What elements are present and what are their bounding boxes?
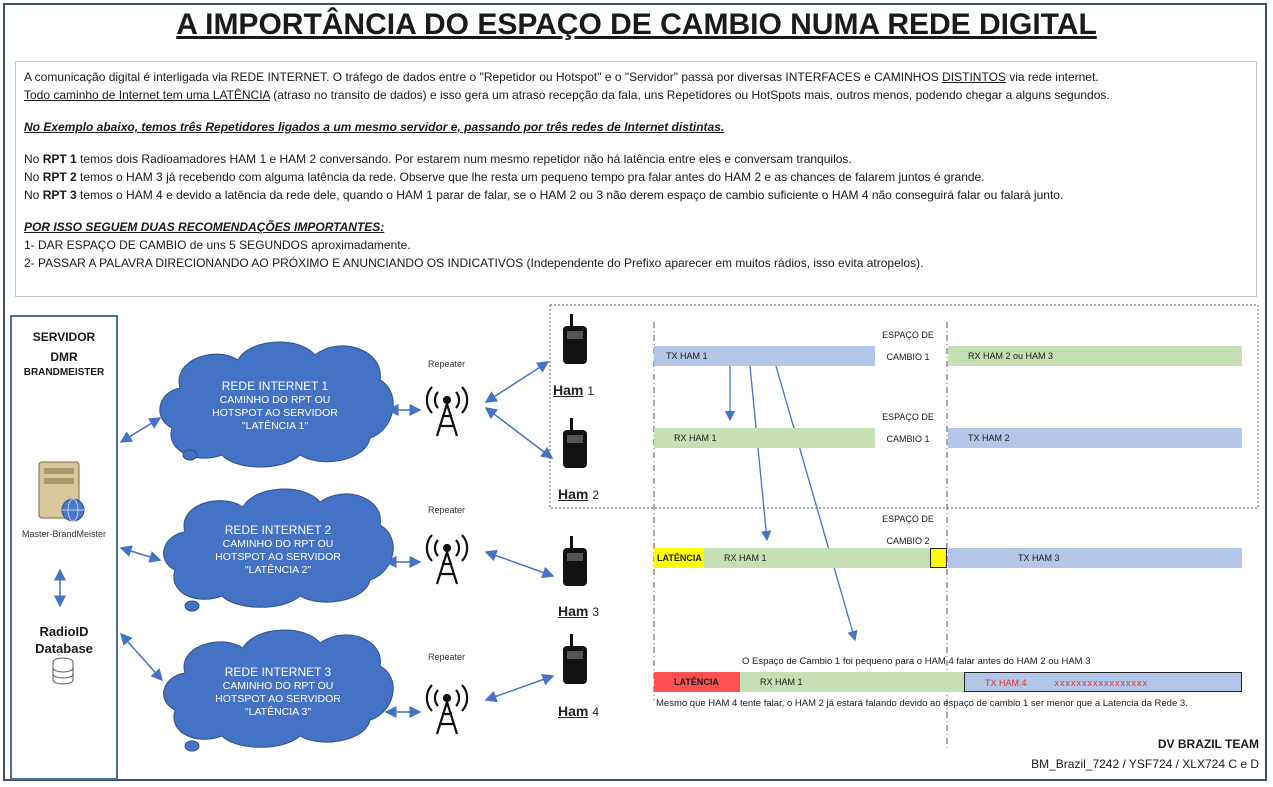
server-icon xyxy=(39,462,84,521)
rpt1-ham1-link xyxy=(486,362,548,402)
bar-rx-ham1-row4: RX HAM 1 xyxy=(740,672,964,692)
note-ham2-overlap: Mesmo que HAM 4 tente falar, o HAM 2 já estará falando devido ao espaço de cambio 1 ser menor que a Latencia da Rede 3. xyxy=(656,698,1188,709)
example-heading: No Exemplo abaixo, temos três Repetidores ligados a um mesmo servidor e, passando por três redes de Internet distintas. xyxy=(24,120,725,134)
ham-label-1: Ham 1 xyxy=(553,382,595,398)
radio-icon-4 xyxy=(563,634,587,684)
bar-rx-ham1-row2: RX HAM 1 xyxy=(654,428,875,448)
bar-rx-ham1-row3: RX HAM 1 xyxy=(704,548,930,568)
radio-icon-1 xyxy=(563,314,587,364)
radio-icon-2 xyxy=(563,418,587,468)
repeater-label-2: Repeater xyxy=(428,505,466,515)
radioid-label-2: Database xyxy=(35,641,93,656)
espaco-cambio-label-3: ESPAÇO DE CAMBIO 2 xyxy=(882,514,934,546)
ham-label-3: Ham 3 xyxy=(558,603,600,619)
repeater-label-3: Repeater xyxy=(428,652,466,662)
bar-tx-ham3: TX HAM 3 xyxy=(948,548,1242,568)
delay-arrow-ham4 xyxy=(776,366,855,640)
bar-tx-ham4: TX HAM 4 xxxxxxxxxxxxxxxxx xyxy=(964,672,1242,692)
server-cloud1-link xyxy=(121,418,160,442)
page-title: A IMPORTÂNCIA DO ESPAÇO DE CAMBIO NUMA REDE DIGITAL xyxy=(176,8,1097,41)
bar-tx-ham1: TX HAM 1 xyxy=(654,346,875,366)
server-network: BRANDMEISTER xyxy=(23,367,105,378)
repeater-tower-icon-2 xyxy=(427,535,467,584)
cloud-2-text: REDE INTERNET 2 CAMINHO DO RPT OU HOTSPOT AO SERVIDOR "LATÊNCIA 2" xyxy=(215,523,341,576)
bar-latencia-row3: LATÊNCIA xyxy=(654,548,704,568)
server-protocol: DMR xyxy=(50,350,78,364)
rpt2-ham3-link xyxy=(486,552,553,576)
intro-line-1: A comunicação digital é interligada via REDE INTERNET. O tráfego de dados entre o "Repetidor ou Hotspot" e o "Servidor" passa por diversas INTERFACES e CAMINHOS DISTINTOS via rede internet. xyxy=(24,70,1099,84)
rpt1-text: No RPT 1 temos dois Radioamadores HAM 1 e HAM 2 conversando. Por estarem num mesmo repetidor não há latência entre eles e conversam tranquilos. xyxy=(24,152,852,166)
cloud-1-text: REDE INTERNET 1 CAMINHO DO RPT OU HOTSPOT AO SERVIDOR "LATÊNCIA 1" xyxy=(212,379,338,432)
repeater-label-1: Repeater xyxy=(428,359,466,369)
ham-label-2: Ham 2 xyxy=(558,486,600,502)
ham-label-4: Ham 4 xyxy=(558,703,600,719)
radioid-label-1: RadioID xyxy=(39,624,89,639)
note-cambio-small: O Espaço de Cambio 1 foi pequeno para o HAM 4 falar antes do HAM 2 ou HAM 3 xyxy=(742,656,1091,667)
cambio2-gap-marker xyxy=(930,548,947,568)
recommendation-2: 2- PASSAR A PALAVRA DIRECIONANDO AO PRÓXIMO E ANUNCIANDO OS INDICATIVOS (Independente do Prefixo aparecer em muitos rádios, isso evita atropelos). xyxy=(24,256,924,270)
rpt3-ham4-link xyxy=(486,676,553,700)
bar-tx-ham2: TX HAM 2 xyxy=(948,428,1242,448)
delay-arrow-ham3 xyxy=(750,366,767,540)
server-cloud3-link xyxy=(121,634,162,680)
espaco-cambio-label-1: ESPAÇO DE CAMBIO 1 xyxy=(882,330,934,362)
recommendation-1: 1- DAR ESPAÇO DE CAMBIO de uns 5 SEGUNDOS aproximadamente. xyxy=(24,238,411,252)
rpt3-text: No RPT 3 temos o HAM 4 e devido a latência da rede dele, quando o HAM 1 parar de falar, se o HAM 2 ou 3 não derem espaço de cambio suficiente o HAM 4 não conseguirá falar ou falará junto. xyxy=(24,188,1064,202)
recommendations-heading: POR ISSO SEGUEM DUAS RECOMENDAÇÕES IMPORTANTES: xyxy=(24,220,385,234)
server-cloud2-link xyxy=(121,548,160,560)
master-label: Master-BrandMeister xyxy=(21,529,107,539)
database-icon xyxy=(53,658,73,684)
bar-latencia-row4: LATÊNCIA xyxy=(654,672,740,692)
radio-icon-3 xyxy=(563,536,587,586)
team-name: DV BRAZIL TEAM xyxy=(1157,737,1259,751)
server-title: SERVIDOR xyxy=(32,330,96,344)
espaco-cambio-label-2: ESPAÇO DE CAMBIO 1 xyxy=(882,412,934,444)
repeater-tower-icon-1 xyxy=(427,387,467,436)
cloud-3-text: REDE INTERNET 3 CAMINHO DO RPT OU HOTSPOT AO SERVIDOR "LATÊNCIA 3" xyxy=(215,665,341,718)
network-list: BM_Brazil_7242 / YSF724 / XLX724 C e D xyxy=(1031,757,1259,771)
repeater-tower-icon-3 xyxy=(427,685,467,734)
rpt2-text: No RPT 2 temos o HAM 3 já recebendo com alguma latência da rede. Observe que lhe resta um pequeno tempo pra falar antes do HAM 2 e as chances de falarem juntos é grande. xyxy=(24,170,985,184)
rpt1-ham2-link xyxy=(486,408,552,458)
intro-line-2: Todo caminho de Internet tem uma LATÊNCIA (atraso no transito de dados) e isso gera um atraso recepção da fala, uns Repetidores ou HotSpots mais, outros menos, podendo chegar a alguns segundos. xyxy=(24,88,1110,102)
bar-rx-ham2-ham3: RX HAM 2 ou HAM 3 xyxy=(948,346,1242,366)
